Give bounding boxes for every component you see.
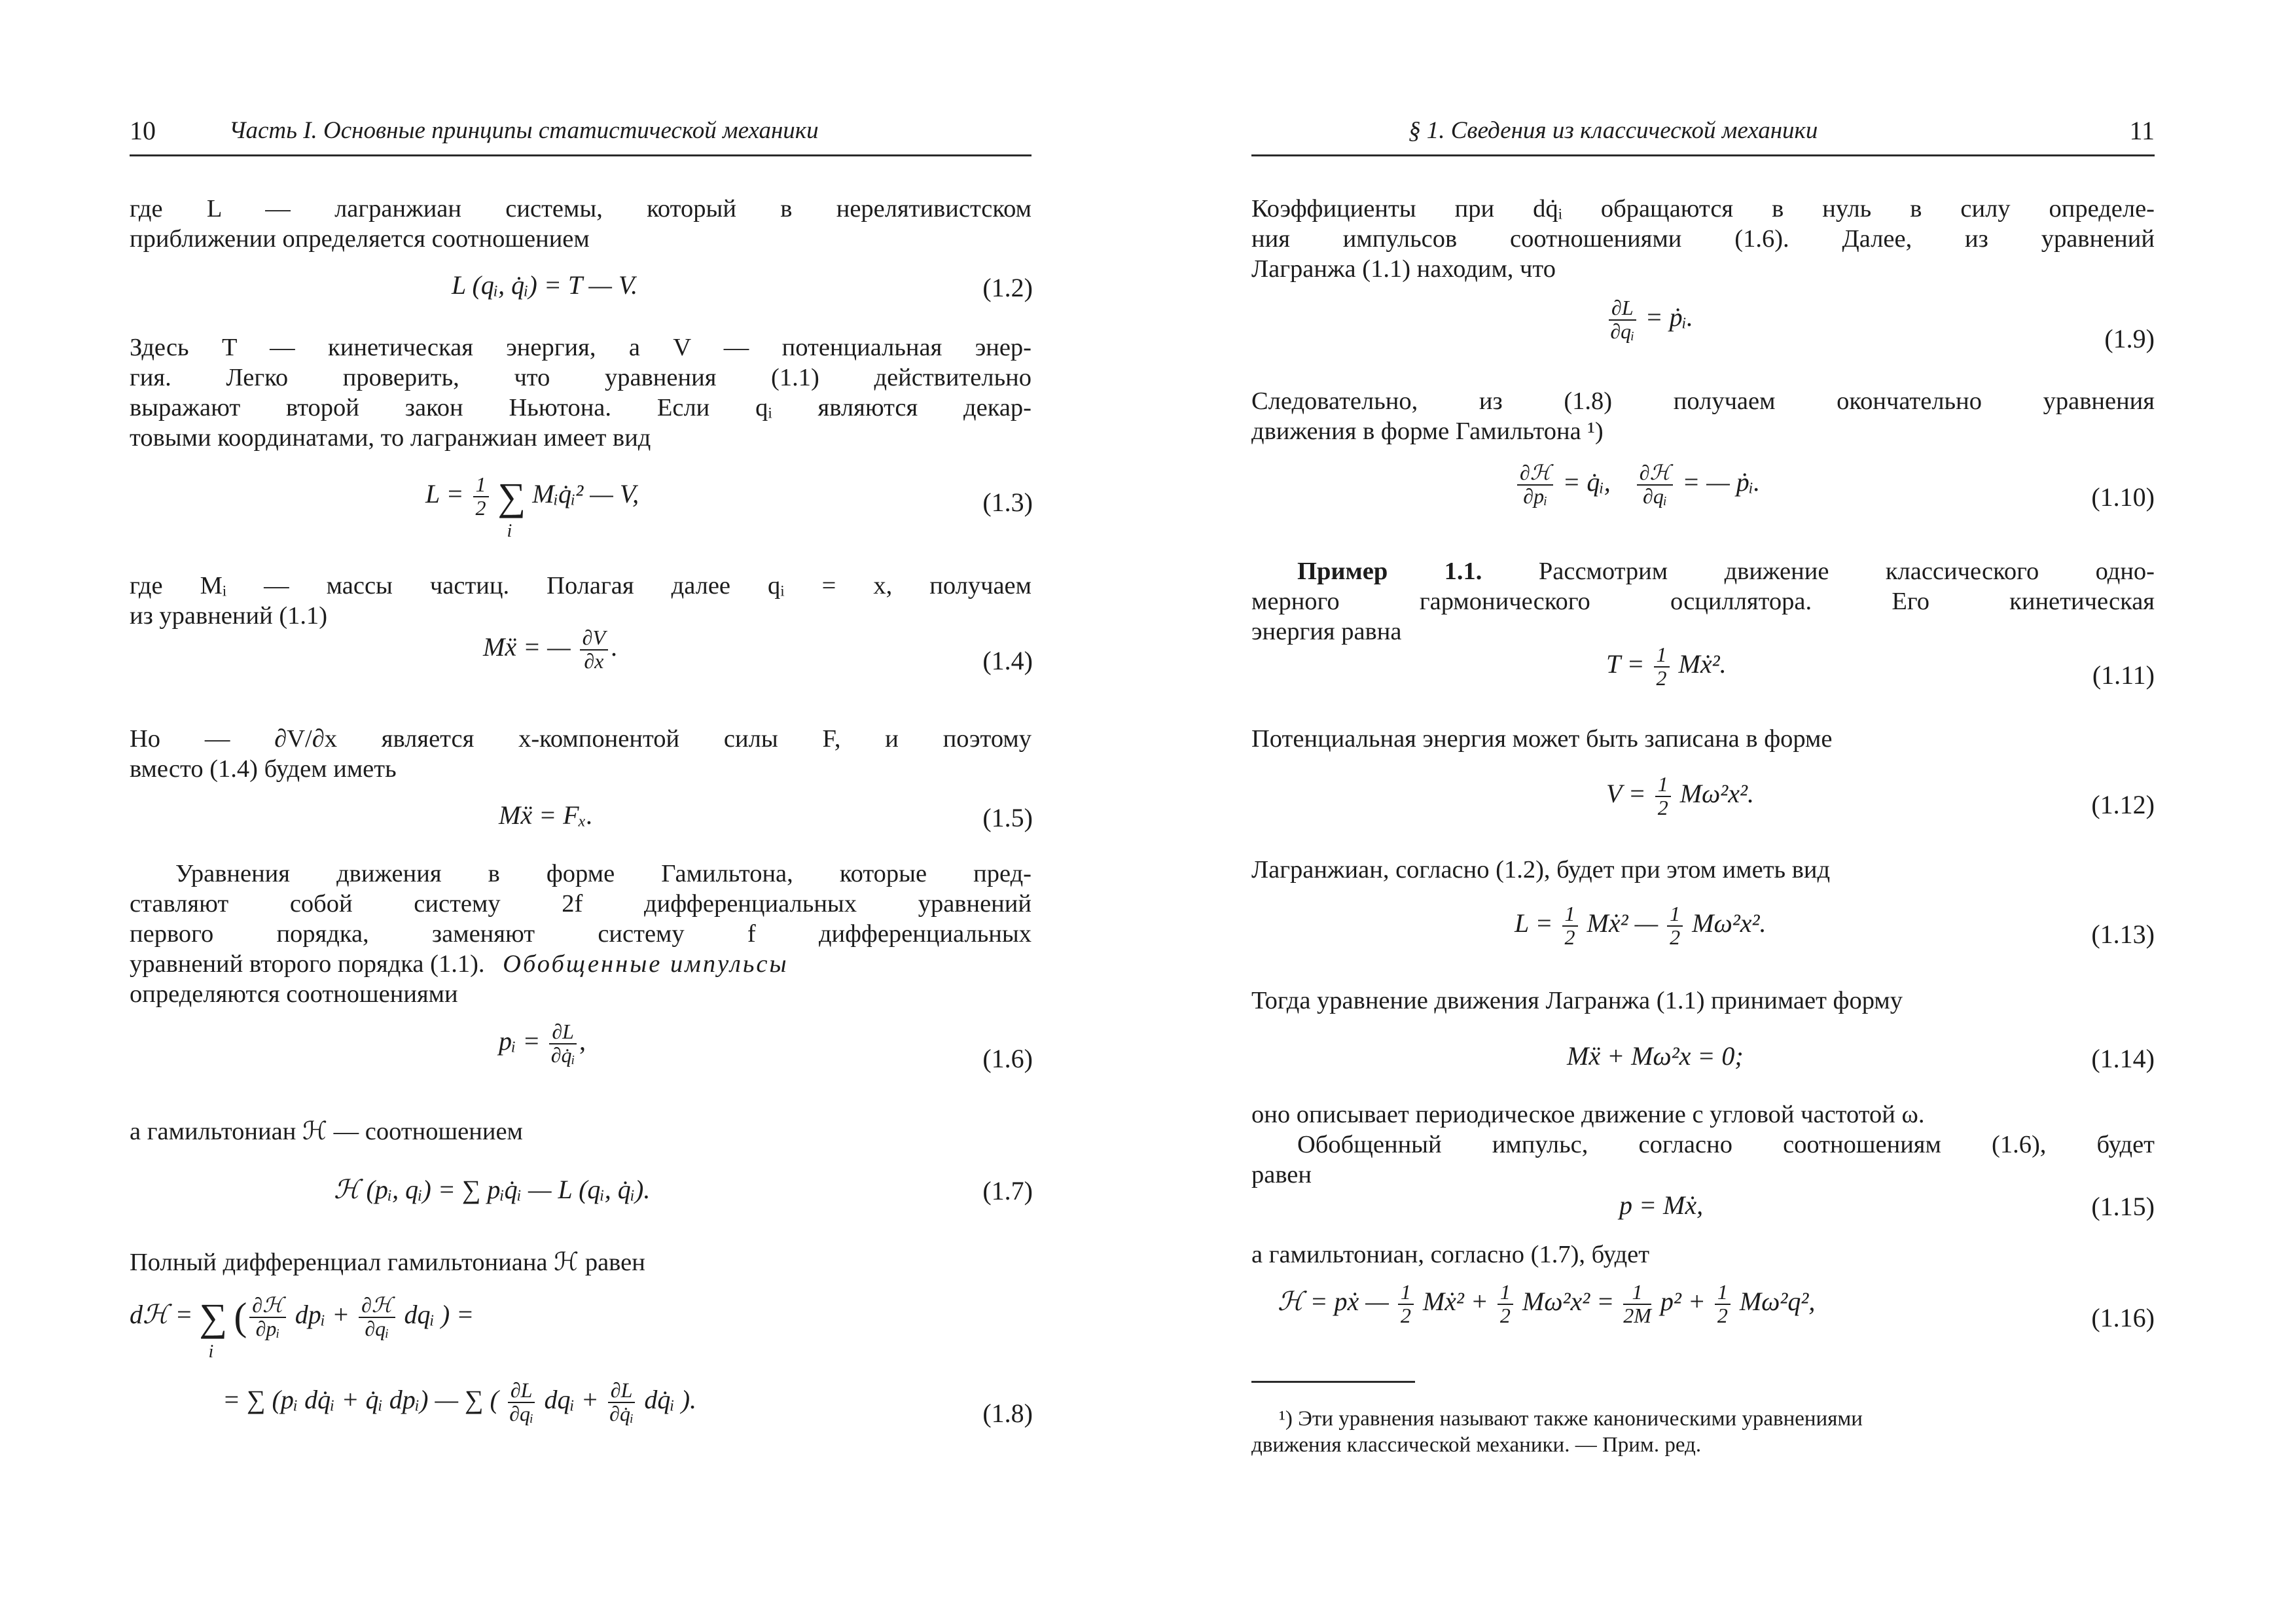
text-line: движения в форме Гамильтона ¹) (1251, 418, 1604, 445)
right-header-title: § 1. Сведения из классической механики (1408, 117, 1818, 144)
equation-number: (1.15) (2091, 1192, 2155, 1221)
fraction-half: $\frac{1}{2}$ (1654, 644, 1670, 689)
equation-number: (1.5) (982, 803, 1033, 832)
text-line: Обобщенный импульс, согласно соотношениям (1.6), будет (1297, 1131, 2155, 1158)
fraction-half: $\frac{1}{2}$ (1398, 1281, 1414, 1327)
text-line: гия. Легко проверить, что уравнения (1.1) действительно (130, 364, 1031, 391)
equation-number: (1.3) (982, 488, 1033, 517)
text-line: Но — ∂V/∂x является x-компонентой силы F, и поэтому (130, 725, 1031, 753)
equation-number: (1.2) (982, 273, 1033, 302)
fraction-dH-dq: $\frac{\text{∂ℋ}}{\text{∂qᵢ}}$ (1637, 462, 1673, 507)
text-line: а гамильтониан, согласно (1.7), будет (1251, 1241, 1650, 1268)
text-line: Потенциальная энергия может быть записана в форме (1251, 725, 1833, 753)
equation-1-8-line2: = ∑ (pᵢ dq̇ᵢ + q̇ᵢ dpᵢ) — ∑ ( $\frac{\partial L}{\text{∂qᵢ}}$ dqᵢ + $\frac{\partial L}{\text{∂q̇ᵢ}}$ dq̇ᵢ ). (223, 1378, 697, 1425)
text-line: уравнений второго порядка (1.1). Обобщенные импульсы (130, 950, 789, 978)
left-header-title: Часть I. Основные принципы статистической механики (229, 117, 819, 144)
left-running-header (130, 115, 1031, 156)
equation-number: (1.9) (2104, 324, 2155, 353)
fraction-dL-dqdot: $\frac{\partial L}{\text{∂q̇ᵢ}}$ (549, 1021, 577, 1066)
equation-number: (1.7) (982, 1176, 1033, 1205)
footnote-line: ¹) Эти уравнения называют также каноническими уравнениями (1279, 1407, 1863, 1431)
equation-number: (1.6) (982, 1044, 1033, 1073)
fraction-half: $\frac{1}{2}$ (1715, 1281, 1731, 1327)
fraction-half: $\frac{1}{2}$ (1655, 774, 1671, 819)
equation-1-2: L (qᵢ, q̇ᵢ) = T — V. (452, 270, 638, 300)
fraction-dH-dp: $\frac{\text{∂ℋ}}{\text{∂pᵢ}}$ (249, 1294, 285, 1340)
equation-1-14: Mẍ + Mω²x = 0; (1567, 1041, 1744, 1071)
text-line: Тогда уравнение движения Лагранжа (1.1) принимает форму (1251, 987, 1903, 1014)
equation-1-9: $\frac{\partial L}{\text{∂qᵢ}}$ = ṗᵢ. (1606, 297, 1693, 342)
text-line: Уравнения движения в форме Гамильтона, которые пред- (175, 860, 1031, 887)
text-line: первого порядка, заменяют систему f дифференциальных (130, 920, 1031, 948)
equation-number: (1.10) (2091, 482, 2155, 512)
text-line: Пример 1.1. Рассмотрим движение классического одно- (1297, 558, 2155, 585)
equation-1-4: Mẍ = — $\frac{\partial V}{\partial x}$ . (483, 626, 617, 673)
equation-number: (1.16) (2091, 1303, 2155, 1332)
text-line: вместо (1.4) будем иметь (130, 755, 397, 783)
right-page-number: 11 (2129, 116, 2155, 145)
equation-1-13: L = $\frac{1}{2}$ Mẋ² — $\frac{1}{2}$ Mω²x². (1515, 902, 1767, 949)
equation-1-11: T = $\frac{1}{2}$ Mẋ². (1606, 643, 1727, 690)
fraction-dL-dqdot: $\frac{\partial L}{\text{∂q̇ᵢ}}$ (608, 1380, 636, 1425)
left-page-number: 10 (130, 116, 156, 145)
equation-1-8-line1: dℋ = ∑ i ( $\frac{\text{∂ℋ}}{\text{∂pᵢ}}$ dpᵢ + $\frac{\text{∂ℋ}}{\text{∂qᵢ}}$ dqᵢ ) = (130, 1293, 475, 1362)
fraction-half: $\frac{1}{2}$ (1562, 903, 1578, 948)
equation-1-15: p = Mẋ, (1619, 1190, 1704, 1220)
equation-1-7: ℋ (pᵢ, qᵢ) = ∑ pᵢq̇ᵢ — L (qᵢ, q̇ᵢ). (334, 1175, 651, 1204)
fraction-dV-dx: $\frac{\partial V}{\partial x}$ (580, 627, 608, 672)
fraction-half: $\frac{1}{2}$ (473, 474, 489, 519)
text-line: Коэффициенты при dq̇ᵢ обращаются в нуль в силу определе- (1251, 195, 2155, 223)
text-line: выражают второй закон Ньютона. Если qᵢ являются декар- (130, 394, 1031, 421)
fraction-half: $\frac{1}{2}$ (1667, 903, 1683, 948)
equation-number: (1.11) (2092, 660, 2155, 690)
equation-number: (1.8) (982, 1399, 1033, 1428)
footnote-rule (1251, 1381, 1415, 1383)
fraction-1-over-2M: $\frac{1}{2M}$ (1623, 1280, 1651, 1327)
text-line: мерного гармонического осциллятора. Его кинетическая (1251, 588, 2155, 615)
text-line: Полный дифференциал гамильтониана ℋ равен (130, 1249, 645, 1276)
text-line: Следовательно, из (1.8) получаем окончательно уравнения (1251, 387, 2155, 415)
equation-number: (1.12) (2091, 790, 2155, 819)
fraction-dH-dp: $\frac{\text{∂ℋ}}{\text{∂pᵢ}}$ (1517, 462, 1553, 507)
text-line: определяются соотношениями (130, 980, 458, 1008)
equation-number: (1.4) (982, 646, 1033, 675)
right-running-header (1251, 115, 2155, 156)
equation-1-6: pᵢ = $\frac{\partial L}{\text{∂q̇ᵢ}}$ , (499, 1020, 586, 1067)
text-line: Лагранжиан, согласно (1.2), будет при этом иметь вид (1251, 856, 1831, 883)
equation-1-5: Mẍ = Fₓ. (499, 800, 593, 830)
fraction-half: $\frac{1}{2}$ (1498, 1281, 1513, 1327)
text-line: энергия равна (1251, 618, 1402, 645)
text-line: Здесь T — кинетическая энергия, а V — потенциальная энер- (130, 334, 1031, 361)
text-line: где Mᵢ — массы частиц. Полагая далее qᵢ = x, получаем (130, 572, 1031, 599)
text-line: приближении определяется соотношением (130, 225, 590, 253)
footnote-line: движения классической механики. — Прим. ред. (1251, 1433, 1702, 1457)
text-line: товыми координатами, то лагранжиан имеет вид (130, 424, 651, 452)
equation-number: (1.14) (2091, 1044, 2155, 1073)
text-line: ставляют собой систему 2f дифференциальных уравнений (130, 890, 1031, 918)
text-line: из уравнений (1.1) (130, 602, 328, 630)
fraction-dL-dq: $\frac{\partial L}{\text{∂qᵢ}}$ (1609, 297, 1636, 342)
equation-1-10: $\frac{\text{∂ℋ}}{\text{∂pᵢ}}$ = q̇ᵢ, $\frac{\text{∂ℋ}}{\text{∂qᵢ}}$ = — ṗᵢ. (1515, 462, 1760, 507)
equation-number: (1.13) (2091, 919, 2155, 949)
equation-1-3: L = $\frac{1}{2}$ ∑ i Mᵢq̇ᵢ² — V, (425, 473, 639, 541)
text-line: ния импульсов соотношениями (1.6). Далее, из уравнений (1251, 225, 2155, 253)
right-page (1148, 0, 2296, 1623)
fraction-dH-dq: $\frac{\text{∂ℋ}}{\text{∂qᵢ}}$ (359, 1294, 395, 1340)
text-line: оно описывает периодическое движение с угловой частотой ω. (1251, 1101, 1925, 1128)
text-line: Лагранжа (1.1) находим, что (1251, 255, 1556, 283)
equation-1-16: ℋ = pẋ — $\frac{1}{2}$ Mẋ² + $\frac{1}{2}$ Mω²x² = $\frac{1}{2M}$ p² + $\frac{1}{2}$ Mω²q², (1278, 1280, 1816, 1327)
fraction-dL-dq: $\frac{\partial L}{\text{∂qᵢ}}$ (508, 1380, 535, 1425)
text-line: где L — лагранжиан системы, который в нерелятивистском (130, 195, 1031, 223)
equation-1-12: V = $\frac{1}{2}$ Mω²x². (1606, 772, 1755, 819)
text-line: а гамильтониан ℋ — соотношением (130, 1118, 523, 1145)
text-line: равен (1251, 1161, 1312, 1188)
